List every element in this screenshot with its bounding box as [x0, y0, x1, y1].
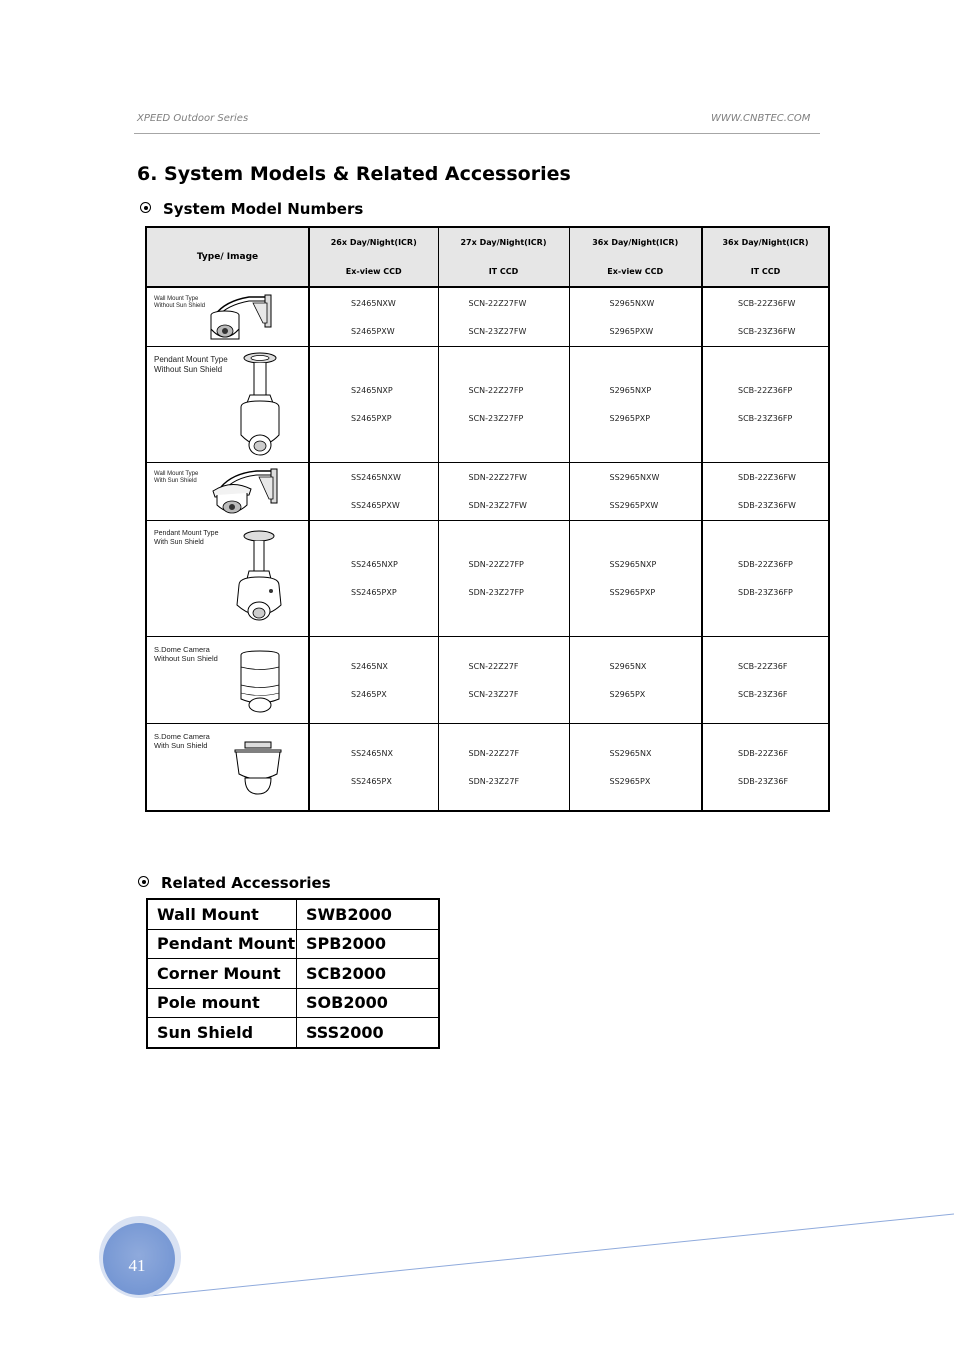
- accessory-name: Corner Mount: [147, 959, 297, 989]
- accessory-code: SPB2000: [297, 929, 440, 959]
- model-cell: SCN-22Z27F SCN-23Z27F: [438, 636, 569, 723]
- type-image-cell: Wall Mount Type Without Sun Shield: [146, 287, 309, 346]
- model-cell: S2965NX S2965PX: [569, 636, 702, 723]
- model-cell: SDB-22Z36FW SDB-23Z36FW: [702, 463, 829, 521]
- accessory-name: Pole mount: [147, 988, 297, 1018]
- model-cell: SS2965NXP SS2965PXP: [569, 521, 702, 636]
- accessory-code: SSS2000: [297, 1018, 440, 1048]
- model-cell: S2965NXW S2965PXW: [569, 287, 702, 346]
- model-cell: SDB-22Z36FP SDB-23Z36FP: [702, 521, 829, 636]
- model-cell: SCN-22Z27FP SCN-23Z27FP: [438, 346, 569, 462]
- accessory-name: Pendant Mount: [147, 929, 297, 959]
- column-header-4: 36x Day/Night(ICR) IT CCD: [702, 227, 829, 287]
- model-cell: SDB-22Z36F SDB-23Z36F: [702, 724, 829, 811]
- column-header-3: 36x Day/Night(ICR) Ex-view CCD: [569, 227, 702, 287]
- type-image-header: Type/ Image: [146, 227, 309, 287]
- model-cell: SCN-22Z27FW SCN-23Z27FW: [438, 287, 569, 346]
- model-cell: SDN-22Z27FP SDN-23Z27FP: [438, 521, 569, 636]
- model-cell: SS2465NX SS2465PX: [309, 724, 438, 811]
- model-cell: SCB-22Z36FW SCB-23Z36FW: [702, 287, 829, 346]
- column-header-2: 27x Day/Night(ICR) IT CCD: [438, 227, 569, 287]
- type-image-cell: S.Dome Camera With Sun Shield: [146, 724, 309, 811]
- model-cell: SS2465NXW SS2465PXW: [309, 463, 438, 521]
- model-cell: S2465NX S2465PX: [309, 636, 438, 723]
- column-header-1: 26x Day/Night(ICR) Ex-view CCD: [309, 227, 438, 287]
- type-image-cell: S.Dome Camera Without Sun Shield: [146, 636, 309, 723]
- system-model-heading-text: System Model Numbers: [163, 200, 364, 218]
- running-header-url: WWW.CNBTEC.COM: [711, 113, 811, 124]
- type-image-cell: Pendant Mount Type With Sun Shield: [146, 521, 309, 636]
- accessories-heading-text: Related Accessories: [161, 874, 331, 892]
- model-cell: SS2965NXW SS2965PXW: [569, 463, 702, 521]
- type-image-cell: Wall Mount Type With Sun Shield: [146, 463, 309, 521]
- model-cell: S2965NXP S2965PXP: [569, 346, 702, 462]
- model-cell: SCB-22Z36F SCB-23Z36F: [702, 636, 829, 723]
- accessory-code: SOB2000: [297, 988, 440, 1018]
- model-cell: SDN-22Z27F SDN-23Z27F: [438, 724, 569, 811]
- model-cell: S2465NXP S2465PXP: [309, 346, 438, 462]
- model-cell: SS2465NXP SS2465PXP: [309, 521, 438, 636]
- model-cell: S2465NXW S2465PXW: [309, 287, 438, 346]
- model-cell: SDN-22Z27FW SDN-23Z27FW: [438, 463, 569, 521]
- section-title: 6. System Models & Related Accessories: [137, 163, 571, 185]
- accessory-name: Sun Shield: [147, 1018, 297, 1048]
- running-header-title: XPEED Outdoor Series: [137, 113, 249, 124]
- accessory-code: SWB2000: [297, 899, 440, 929]
- accessory-code: SCB2000: [297, 959, 440, 989]
- model-cell: SS2965NX SS2965PX: [569, 724, 702, 811]
- type-image-cell: Pendant Mount Type Without Sun Shield: [146, 346, 309, 462]
- page-number: 41: [128, 1256, 146, 1275]
- accessory-name: Wall Mount: [147, 899, 297, 929]
- model-cell: SCB-22Z36FP SCB-23Z36FP: [702, 346, 829, 462]
